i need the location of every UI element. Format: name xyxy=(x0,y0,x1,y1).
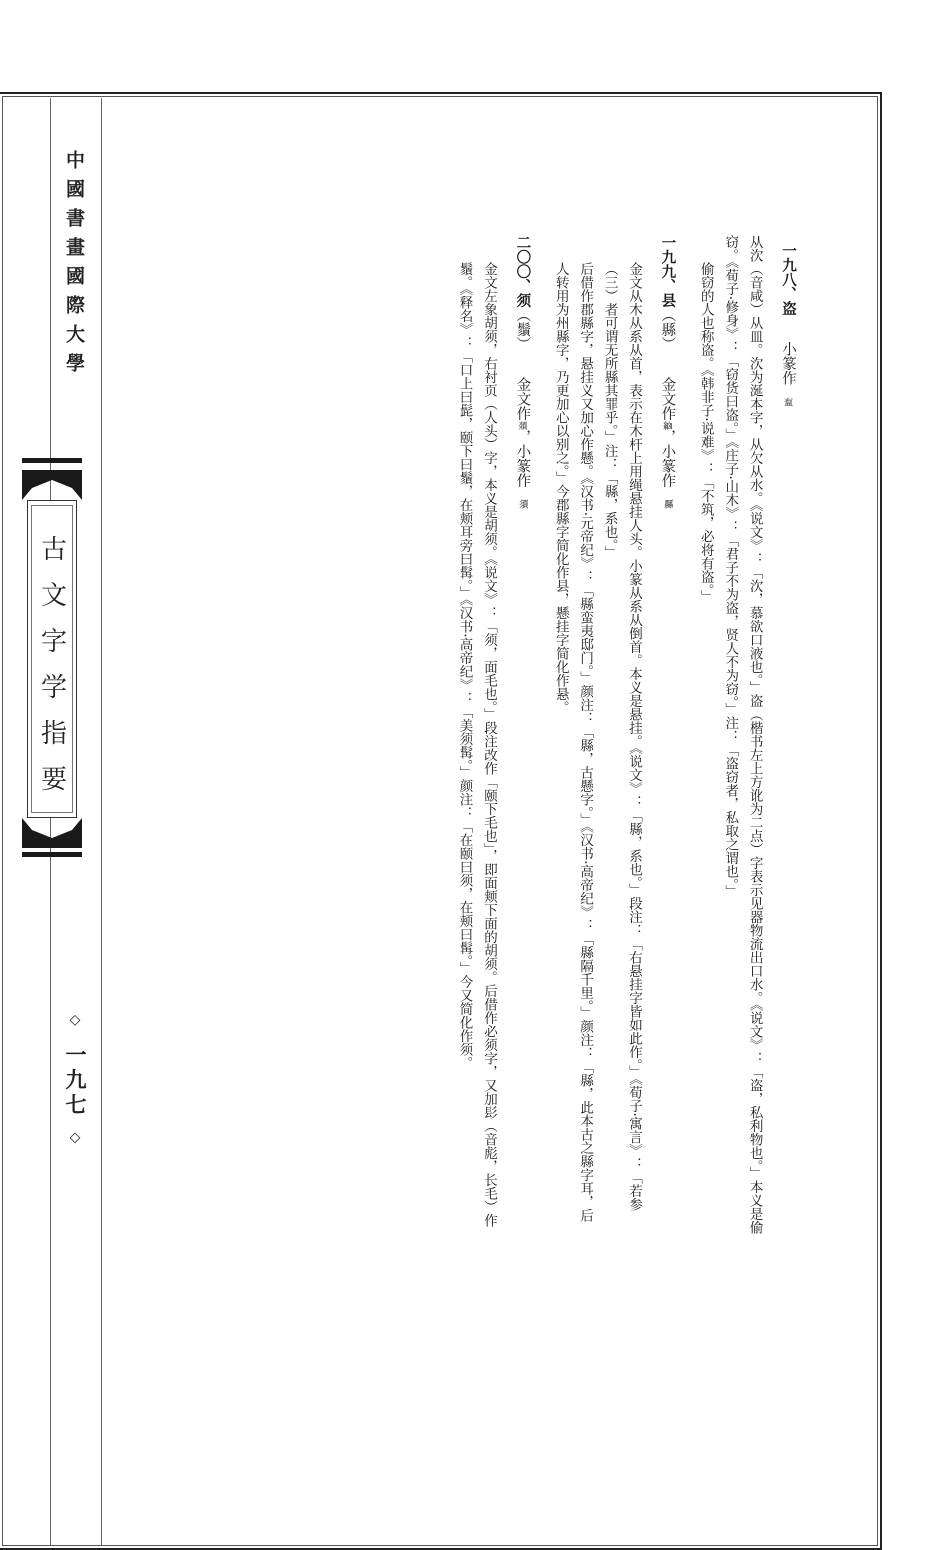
book-title: 古文字学指要 xyxy=(36,535,67,811)
entry-char: 盗 xyxy=(780,301,797,316)
publisher-name: 中國書畫國際大學 xyxy=(63,150,85,382)
entry-forms: 金文作 xyxy=(514,377,531,421)
entry-char: 须 xyxy=(514,293,532,308)
main-text xyxy=(360,235,800,1235)
page-number-suffix: ◇ xyxy=(67,1129,83,1150)
paragraph: 金文从木从系从首，表示在木杆上用绳悬挂人头。小篆从系从倒首。本义是悬挂。《说文》：「縣，系也。」段注：「右悬挂字皆如此作。」《荀子·寓言》：「若参（三）者可谓无所縣其罪乎。」注：「縣，系也。」 xyxy=(601,262,642,1212)
paragraph: 后借作郡縣字，悬挂义又加心作懸。《汉书·元帝纪》：「縣蛮夷邸门。」颜注：「縣，古懸字。」《汉书·高帝纪》：「縣隔千里。」颜注：「縣，此本古之縣字耳，后人转用为州縣字，乃更加心以别之。」今郡縣字简化作县，懸挂字简化作悬。 xyxy=(552,262,594,1223)
seal-script-glyph: 縣 xyxy=(662,499,673,509)
entry-forms: 金文作 xyxy=(659,377,676,421)
entry-number: 一九九、 xyxy=(659,235,677,293)
paragraph: 金文左象胡须，右衬页（人头）字，本义是胡须。《说文》：「须，面毛也。」段注改作「颐下毛也」，即面颊下面的胡须。后借作必须字，又加髟（音彪，长毛）作鬚。《释名》：「口上曰髭，颐下曰鬚，在颊耳旁曰髯。」《汉书·高帝纪》：「美须髯。」颜注：「在颐曰须，在颊曰髯。」今又简化作须。 xyxy=(456,262,497,1228)
entry-number: 一九八、 xyxy=(780,243,797,301)
page-number xyxy=(60,1012,90,1150)
entry-heading xyxy=(776,235,800,1235)
entry-traditional: （鬚） xyxy=(514,307,531,351)
entry-heading xyxy=(655,235,679,1235)
page-number-prefix: ◇ xyxy=(67,1012,83,1032)
book-band-top xyxy=(22,458,82,463)
paragraph: 偷窃的人也称盗。《韩非子·说难》：「不筑，必将有盗。」 xyxy=(697,262,714,604)
book-title-cap-top xyxy=(22,470,82,500)
seal-script-glyph: 須 xyxy=(517,499,528,509)
paragraph: 从㳄（音咸）从皿。㳄为涎本字，从欠从水。《说文》：「㳄，慕欲口液也。」盗（楷书左上方讹为二点）字表示见器物流出口水。《说文》：「盗，私利物也。」本义是偷窃。《荀子·修身》：「窃货曰盗。」《庄子·山木》：「君子不为盗，贤人不为窃。」注：「盗窃者，私取之谓也。」 xyxy=(722,235,763,1234)
entry-heading xyxy=(510,235,534,1235)
book-title-cap-bottom xyxy=(22,818,82,848)
entry-traditional: （縣） xyxy=(659,307,676,351)
entry-forms-2: ，小篆作 xyxy=(514,429,531,488)
seal-script-glyph: 𥁓 xyxy=(783,397,793,406)
bronze-script-glyph: 𩑛 xyxy=(517,420,528,430)
book-band-bottom xyxy=(22,852,82,857)
entry-char: 县 xyxy=(659,293,677,308)
page-number-value: 一九七 xyxy=(63,1043,88,1119)
entry-forms: 小篆作 xyxy=(780,341,796,385)
bronze-script-glyph: 𥿳 xyxy=(662,420,673,430)
entry-forms-2: ，小篆作 xyxy=(659,429,676,488)
sidebar-divider-right xyxy=(101,98,102,1546)
book-title-box xyxy=(27,500,77,818)
entry-number: 二〇〇、 xyxy=(514,235,532,293)
